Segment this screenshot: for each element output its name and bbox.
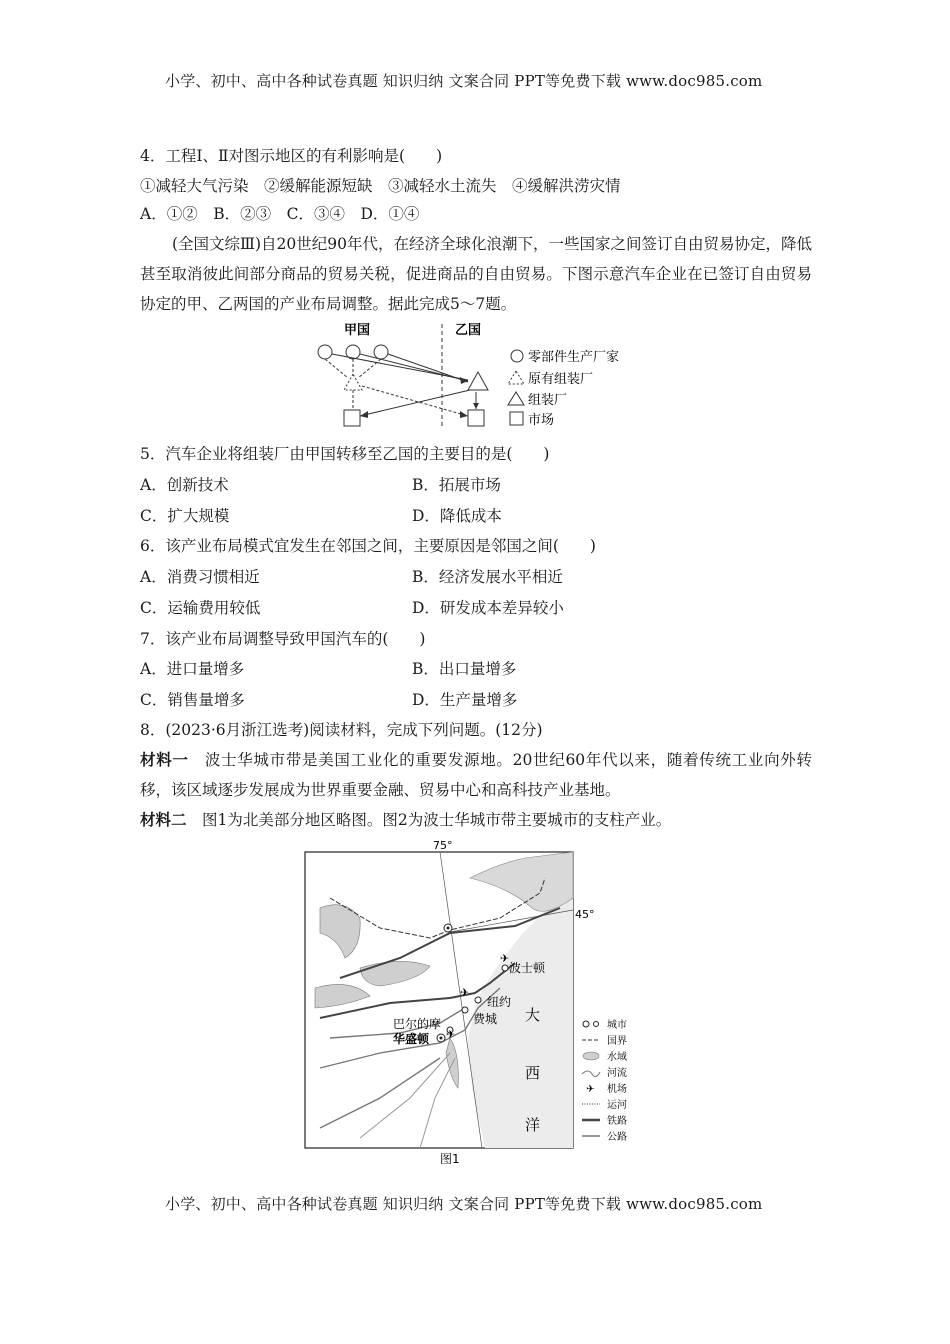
legend-water: 水域 [607, 1052, 627, 1063]
city-newyork: 纽约 [487, 995, 512, 1009]
legend-triangle-icon [508, 392, 524, 405]
city-washington: 华盛顿 [393, 1032, 430, 1046]
q6-option-a: A．消费习惯相近 [140, 568, 260, 586]
material-one-text: 波士华城市带是美国工业化的重要发源地。20世纪60年代以来，随着传统工业向外转移，该区域逐步发展成为世界重要金融、贸易中心和高科技产业基地。 [140, 751, 812, 799]
legend-city-icon [583, 1021, 589, 1027]
north-america-map [300, 838, 650, 1168]
market-a [344, 410, 360, 426]
legend-railway: 铁路 [607, 1116, 627, 1127]
material-two-text: 图1为北美部分地区略图。图2为波士华城市带主要城市的支柱产业。 [202, 811, 672, 829]
q6-option-d: D．研发成本差异较小 [412, 599, 564, 617]
legend-highway: 公路 [607, 1132, 627, 1143]
airport-icon: ✈ [446, 1028, 456, 1041]
legend-original-assembly: 原有组装厂 [528, 372, 594, 387]
legend-airport: 机场 [607, 1084, 627, 1095]
q7-option-b: B．出口量增多 [412, 660, 517, 678]
q6-stem: 6．该产业布局模式宜发生在邻国之间，主要原因是邻国之间( ) [140, 537, 596, 555]
q5-option-d: D．降低成本 [412, 507, 502, 525]
legend-circle-icon [511, 350, 523, 362]
longitude-label: 75° [433, 839, 453, 852]
q7-stem: 7．该产业布局调整导致甲国汽车的( ) [140, 630, 426, 648]
country-b-label: 乙国 [455, 323, 482, 338]
city-baltimore: 巴尔的摩 [393, 1017, 442, 1031]
city-philadelphia: 费城 [473, 1012, 498, 1026]
material-two-label: 材料二 [140, 810, 187, 829]
q7-option-a: A．进口量增多 [140, 660, 245, 678]
legend-river-icon [582, 1071, 600, 1077]
q5-option-a: A．创新技术 [140, 476, 229, 494]
country-a-label: 甲国 [344, 323, 371, 338]
q7-option-c: C．销售量增多 [140, 691, 245, 709]
city-philadelphia-marker [462, 1007, 468, 1013]
legend-airport-icon: ✈ [586, 1084, 595, 1095]
legend-dashed-triangle-icon [508, 371, 524, 384]
q6-option-c: C．运输费用较低 [140, 599, 261, 617]
intro-paragraph: (全国文综Ⅲ)自20世纪90年代，在经济全球化浪潮下，一些国家之间签订自由贸易协定，降低甚至取消彼此间部分商品的贸易关税，促进商品的自由贸易。下图示意汽车企业在已签订自由贸易协定的甲、乙两国的产业布局调整。据此完成5～7题。 [140, 235, 812, 313]
material-one [140, 745, 812, 805]
legend-river: 河流 [607, 1068, 627, 1079]
legend-city: 城市 [607, 1020, 627, 1031]
legend-market: 市场 [528, 413, 555, 428]
legend-canal: 运河 [607, 1100, 627, 1111]
city-newyork-marker [475, 997, 481, 1003]
q5-option-b: B．拓展市场 [412, 476, 501, 494]
q4-items: ①减轻大气污染 ②缓解能源短缺 ③减轻水土流失 ④缓解洪涝灾情 [140, 177, 621, 195]
assembly-plant [468, 372, 488, 390]
legend-parts: 零部件生产厂家 [528, 350, 620, 365]
latitude-label: 45° [575, 908, 595, 921]
figure-caption: 图1 [440, 1152, 460, 1166]
q6-option-b: B．经济发展水平相近 [412, 568, 563, 586]
airport-icon: ✈ [460, 986, 470, 999]
legend-assembly: 组装厂 [528, 393, 568, 408]
q5-stem: 5．汽车企业将组装厂由甲国转移至乙国的主要目的是( ) [140, 445, 550, 463]
q7-option-d: D．生产量增多 [412, 691, 518, 709]
legend-border: 国界 [607, 1036, 627, 1047]
airport-icon: ✈ [500, 952, 510, 965]
city-boston-marker [502, 965, 508, 971]
ocean-label-2: 西 [525, 1064, 541, 1082]
material-one-label: 材料一 [140, 750, 189, 769]
page-footer: 小学、初中、高中各种试卷真题 知识归纳 文案合同 PPT等免费下载 www.doc985.com [165, 1195, 763, 1213]
q5-option-c: C．扩大规模 [140, 507, 230, 525]
material-two [140, 805, 812, 835]
q8-stem: 8．(2023·6月浙江选考)阅读材料，完成下列问题。(12分) [140, 721, 543, 739]
legend-water-icon [583, 1052, 599, 1060]
parts-factory [374, 345, 388, 359]
market-b [468, 410, 484, 426]
industry-layout-diagram [310, 318, 650, 430]
ocean-label-3: 洋 [525, 1116, 541, 1134]
q4-options: A．①② B．②③ C．③④ D．①④ [140, 205, 420, 223]
parts-factory [318, 345, 332, 359]
legend-square-icon [510, 412, 523, 425]
page-header: 小学、初中、高中各种试卷真题 知识归纳 文案合同 PPT等免费下载 www.doc985.com [165, 72, 763, 90]
q4-stem: 4．工程Ⅰ、Ⅱ对图示地区的有利影响是( ) [140, 147, 443, 165]
city-boston: 波士顿 [509, 961, 546, 975]
ocean-label-1: 大 [525, 1006, 541, 1024]
